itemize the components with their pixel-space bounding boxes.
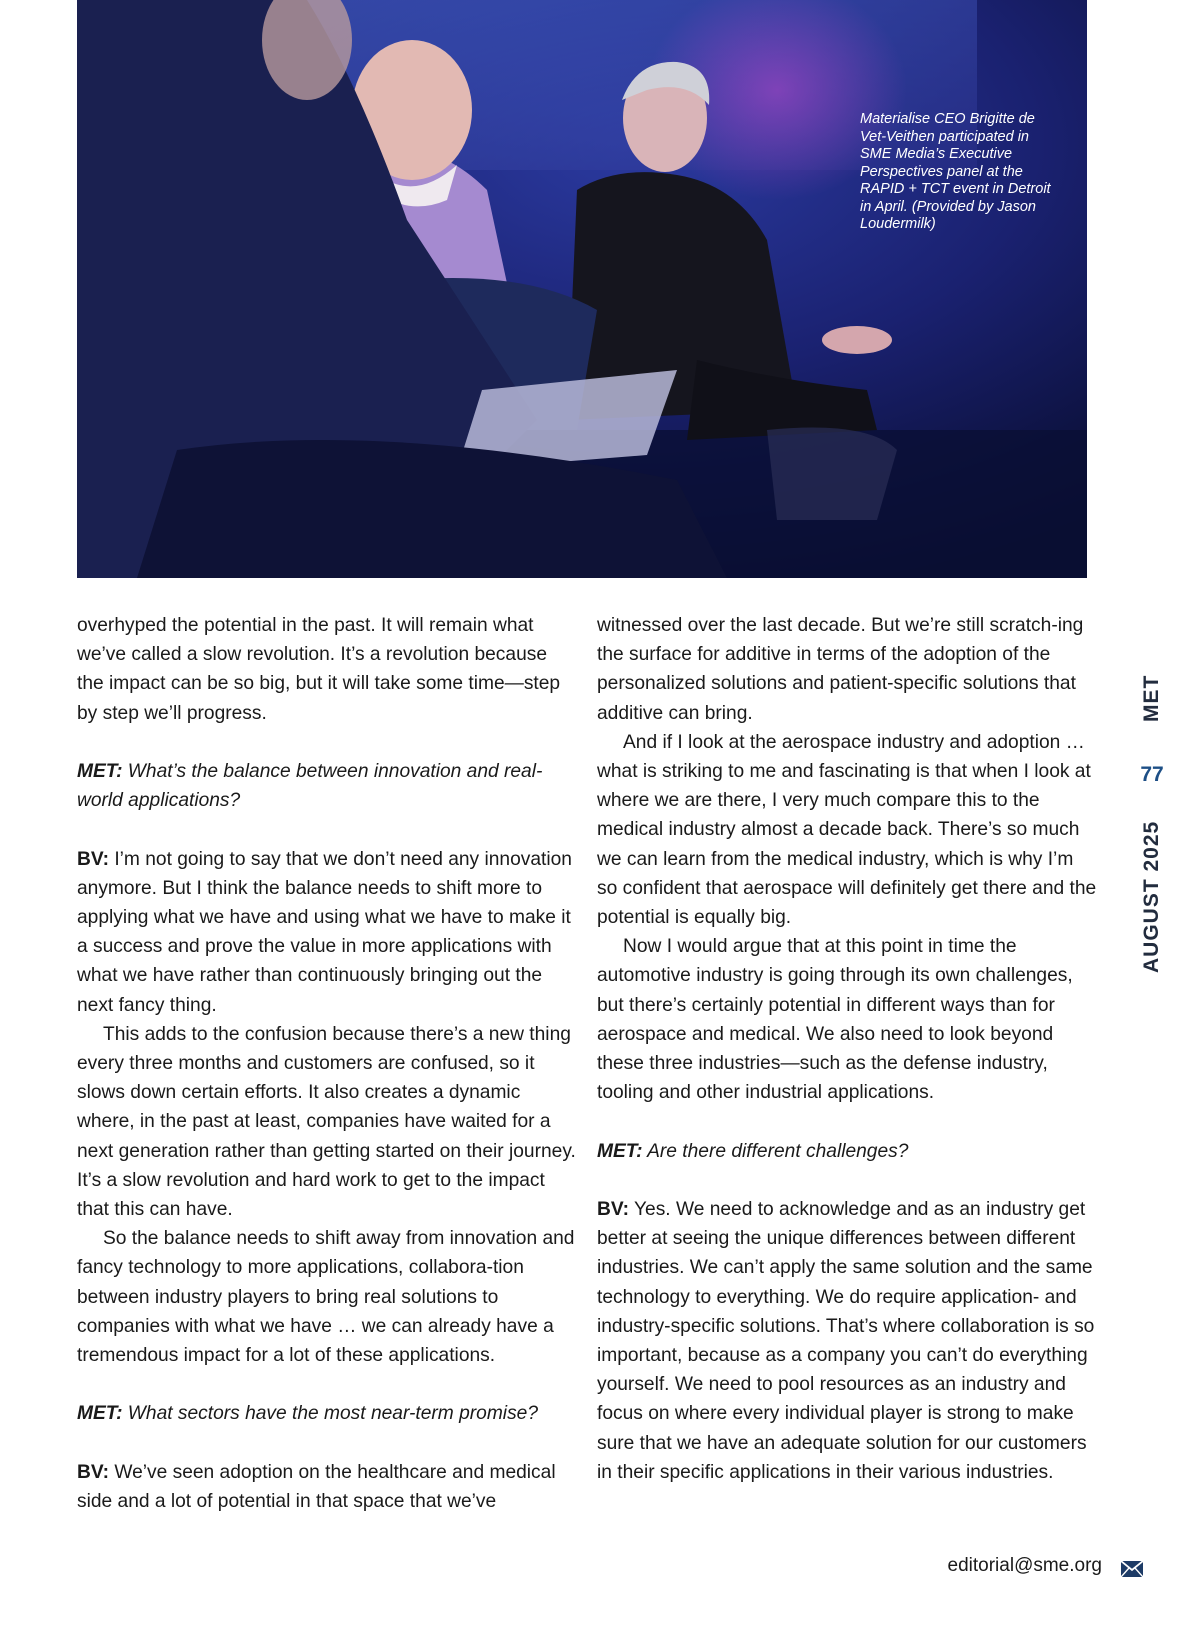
speaker-label: BV: [597,1199,629,1221]
speaker-label: MET: [77,761,123,782]
speaker-label: BV: [77,1461,109,1483]
paragraph: overhyped the potential in the past. It will remain what we’ve called a slow revolution. It’s a revolution because the impact can be so big, but it will take some time—step by step we’ll progress. [77,615,561,724]
answer-text: We’ve seen adoption on the healthcare and medical side and a lot of potential in that space that we’ve [77,1461,556,1513]
paragraph: witnessed over the last decade. But we’re still scratch-ing the surface for additive in terms of the adoption of the personalized solutions and patient-specific solutions that additive can bring. [597,615,1084,724]
speaker-label: BV: [77,848,109,870]
article-photo [77,0,1087,578]
question [597,1137,1097,1166]
issue-date: AUGUST 2025 [1140,820,1163,973]
right-column [597,611,1097,1487]
speaker-label: MET: [597,1140,643,1162]
question-text: What sectors have the most near-term promise? [122,1403,539,1425]
question-text: Are there different challenges? [642,1140,909,1162]
question [77,1399,577,1428]
editorial-email-link[interactable]: editorial@sme.org [947,1555,1102,1576]
answer [77,845,577,1020]
paragraph: This adds to the confusion because there’s a new thing every three months and customers are confused, so it slows down certain efforts. It also creates a dynamic where, in the past at least, companies have waited for a next generation rather than getting started on their journey. It’s a slow revolution and hard work to get to the impact that this can have. [77,1023,576,1221]
speaker-label: MET: [77,1403,123,1425]
paragraph: And if I look at the aerospace industry and adoption … what is striking to me and fascinating is that when I look at where we are there, I very much compare this to the medical industry almost a decade back. There’s so much we can learn from the medical industry, which is why I’m so confident that aerospace will definitely get there and the potential is equally big. [597,731,1097,929]
left-column [77,611,577,1516]
paragraph: So the balance needs to shift away from innovation and fancy technology to more applications, collabora-tion between industry players to bring real solutions to companies with what we have … we can already have a tremendous impact for a lot of these applications. [77,1228,575,1367]
answer-text: I’m not going to say that we don’t need any innovation anymore. But I think the balance needs to shift more to applying what we have and using what we have to make it a success and prove the value in more applications with what we have rather than continuously bringing out the next fancy thing. [77,848,572,1016]
photo-caption: Materialise CEO Brigitte de Vet-Veithen participated in SME Media’s Executive Perspectives panel at the RAPID + TCT event in Detroit in April. (Provided by Jason Loudermilk) [860,111,1051,232]
answer [77,1458,577,1516]
mail-icon[interactable] [1121,1561,1143,1577]
question-text: What’s the balance between innovation and real-world applications? [77,761,543,812]
page-number: 77 [1140,763,1164,786]
paragraph: Now I would argue that at this point in time the automotive industry is going through its own challenges, but there’s certainly potential in different ways than for aerospace and medical. We also need to look beyond these three industries—such as the defense industry, tooling and other industrial applications. [597,936,1073,1104]
answer [597,1195,1097,1487]
answer-text: Yes. We need to acknowledge and as an industry get better at seeing the unique differences between different industries. We can’t apply the same solution and the same technology to everything. We do require application- and industry-specific solutions. That’s where collaboration is so important, because as a company you can’t do everything yourself. We need to pool resources as an industry and focus on where every individual player is strong to make sure that we have an adequate solution for our customers in their specific applications in their various industries. [597,1199,1095,1483]
panel-discussion-image [77,0,1087,578]
magazine-name: MET [1140,674,1163,722]
question [77,757,577,815]
